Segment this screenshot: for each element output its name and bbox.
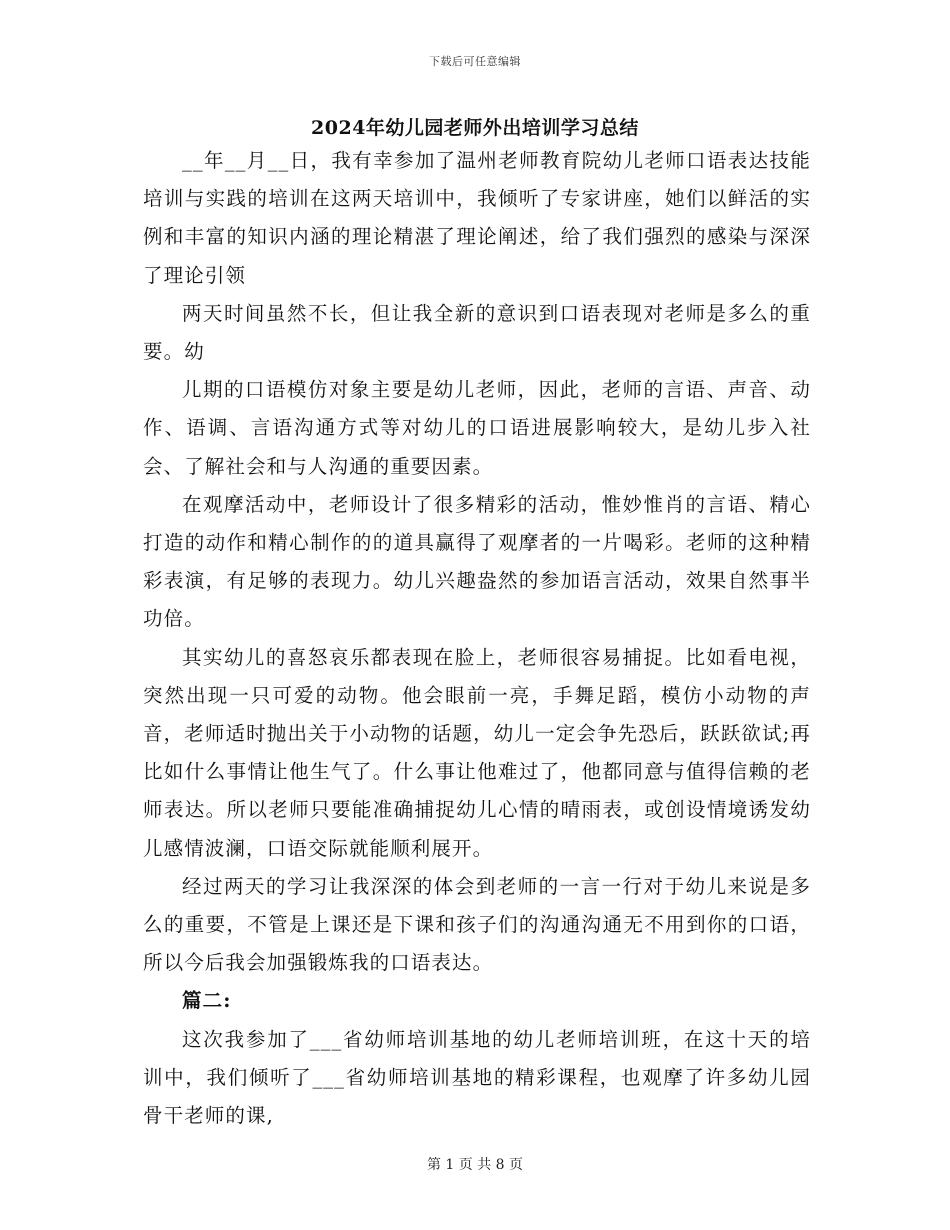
section-heading: 篇二: bbox=[182, 989, 232, 1013]
page-number-footer: 第 1 页 共 8 页 bbox=[426, 1157, 524, 1173]
header-note: 下载后可任意编辑 bbox=[429, 55, 521, 68]
paragraph-3: 儿期的口语模仿对象主要是幼儿老师，因此，老师的言语、声音、动作、语调、言语沟通方式等对幼儿的口语进展影响较大，是幼儿步入社会、了解社会和与人沟通的重要因素。 bbox=[143, 378, 811, 478]
document-body bbox=[143, 142, 811, 1135]
paragraph-1: __年__月__日，我有幸参加了温州老师教育院幼儿老师口语表达技能培训与实践的培训在这两天培训中，我倾听了专家讲座，她们以鲜活的实例和丰富的知识内涵的理论精湛了理论阐述，给了我们强烈的感染与深深了理论引领 bbox=[143, 149, 811, 287]
section-paragraph-1: 这次我参加了___省幼师培训基地的幼儿老师培训班，在这十天的培训中，我们倾听了___省幼师培训基地的精彩课程，也观摩了许多幼儿园骨干老师的课, bbox=[143, 1027, 811, 1128]
paragraph-2: 两天时间虽然不长，但让我全新的意识到口语表现对老师是多么的重要。幼 bbox=[143, 301, 811, 364]
paragraph-6: 经过两天的学习让我深深的体会到老师的一言一行对于幼儿来说是多么的重要，不管是上课还是下课和孩子们的沟通沟通无不用到你的口语，所以今后我会加强锻炼我的口语表达。 bbox=[143, 874, 811, 975]
paragraph-4: 在观摩活动中，老师设计了很多精彩的活动，惟妙惟肖的言语、精心打造的动作和精心制作的的道具赢得了观摩者的一片喝彩。老师的这种精彩表演，有足够的表现力。幼儿兴趣盎然的参加语言活动，效果自然事半功倍。 bbox=[143, 492, 811, 631]
document-title: 2024年幼儿园老师外出培训学习总结 bbox=[311, 117, 639, 139]
paragraph-5: 其实幼儿的喜怒哀乐都表现在脸上，老师很容易捕捉。比如看电视，突然出现一只可爱的动物。他会眼前一亮，手舞足蹈，模仿小动物的声音，老师适时抛出关于小动物的话题，幼儿一定会争先恐后，跃跃欲试;再比如什么事情让他生气了。什么事让他难过了，他都同意与值得信赖的老师表达。所以老师只要能准确捕捉幼儿心情的晴雨表，或创设情境诱发幼儿感情波澜，口语交际就能顺利展开。 bbox=[143, 645, 811, 860]
